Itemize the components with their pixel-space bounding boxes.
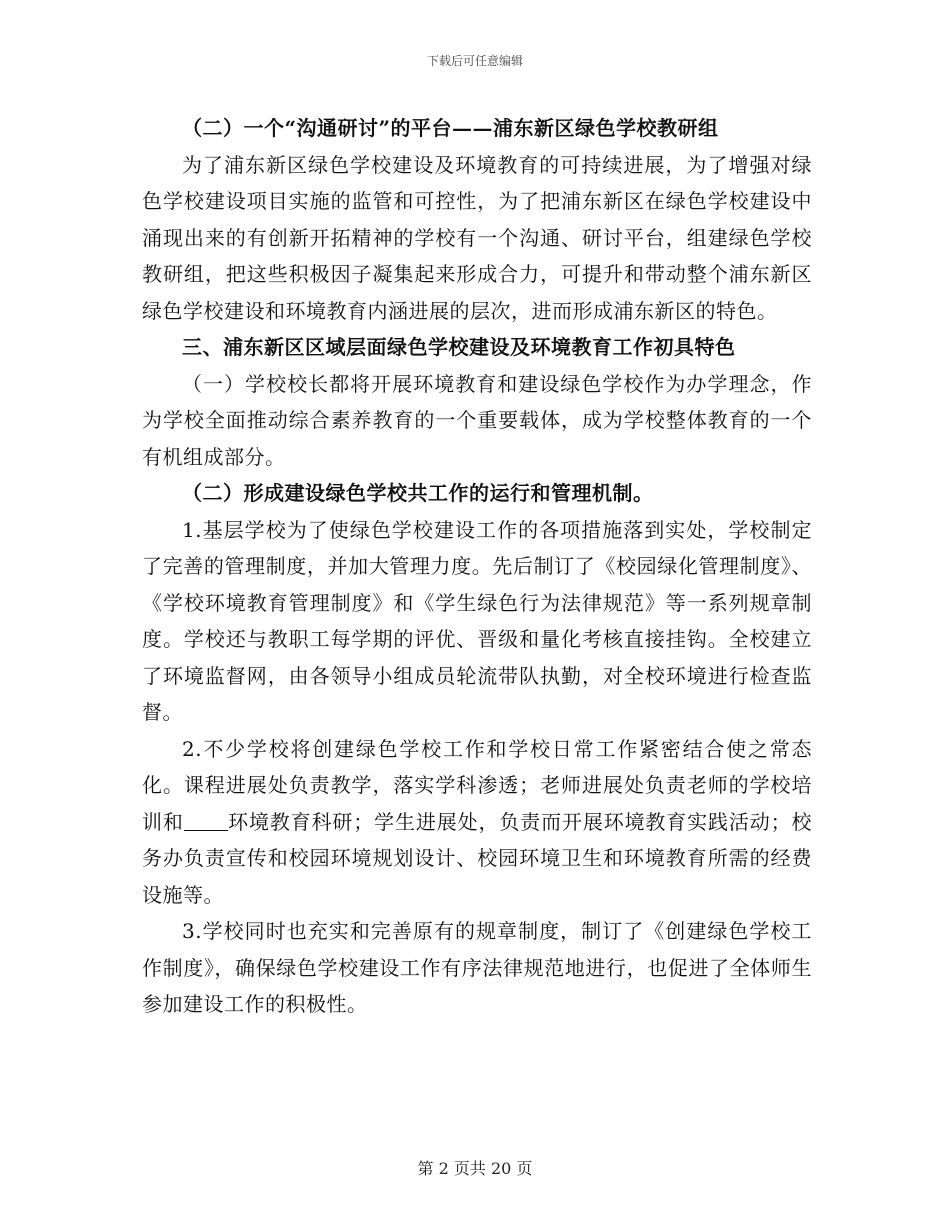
page-footer: 第 2 页共 20 页 — [417, 1159, 533, 1178]
document-body — [142, 110, 812, 1023]
paragraph-item-1: 1.基层学校为了使绿色学校建设工作的各项措施落到实处，学校制定了完善的管理制度，并加大管理力度。先后制订了《校园绿化管理制度》、《学校环境教育管理制度》和《学生绿色行为法律规范》等一系列规章制度。学校还与教职工每学期的评优、晋级和量化考核直接挂钩。全校建立了环境监督网，由各领导小组成员轮流带队执勤，对全校环境进行检查监督。 — [142, 517, 812, 724]
section-heading-platform: （二）一个“沟通研讨”的平台——浦东新区绿色学校教研组 — [182, 116, 719, 140]
page-header: 下载后可任意编辑 — [426, 54, 523, 68]
paragraph-principals: （一）学校校长都将开展环境教育和建设绿色学校作为办学理念，作为学校全面推动综合素养教育的一个重要载体，成为学校整体教育的一个有机组成部分。 — [142, 371, 812, 469]
section-heading-features: 三、浦东新区区域层面绿色学校建设及环境教育工作初具特色 — [182, 335, 736, 359]
blank-underline — [184, 812, 228, 831]
paragraph-item-2-part-a: 2.不少学校将创建绿色学校工作和学校日常工作紧密结合使之常态化。课程进展处负责教学，落实学科渗透；老师进展处负责老师的学校培训和 — [142, 736, 812, 834]
paragraph-platform: 为了浦东新区绿色学校建设及环境教育的可持续进展，为了增强对绿色学校建设项目实施的监管和可控性，为了把浦东新区在绿色学校建设中涌现出来的有创新开拓精神的学校有一个沟通、研讨平台，组建绿色学校教研组，把这些积极因子凝集起来形成合力，可提升和带动整个浦东新区绿色学校建设和环境教育内涵进展的层次，进而形成浦东新区的特色。 — [142, 152, 812, 323]
paragraph-item-3: 3.学校同时也充实和完善原有的规章制度，制订了《创建绿色学校工作制度》，确保绿色学校建设工作有序法律规范地进行，也促进了全体师生参加建设工作的积极性。 — [142, 919, 812, 1016]
paragraph-item-2 — [142, 731, 812, 914]
paragraph-item-2-part-b: 环境教育科研；学生进展处，负责而开展环境教育实践活动；校务办负责宣传和校园环境规划设计、校园环境卫生和环境教育所需的经费设施等。 — [142, 809, 813, 907]
section-heading-mechanism: （二）形成建设绿色学校共工作的运行和管理机制。 — [182, 481, 654, 505]
